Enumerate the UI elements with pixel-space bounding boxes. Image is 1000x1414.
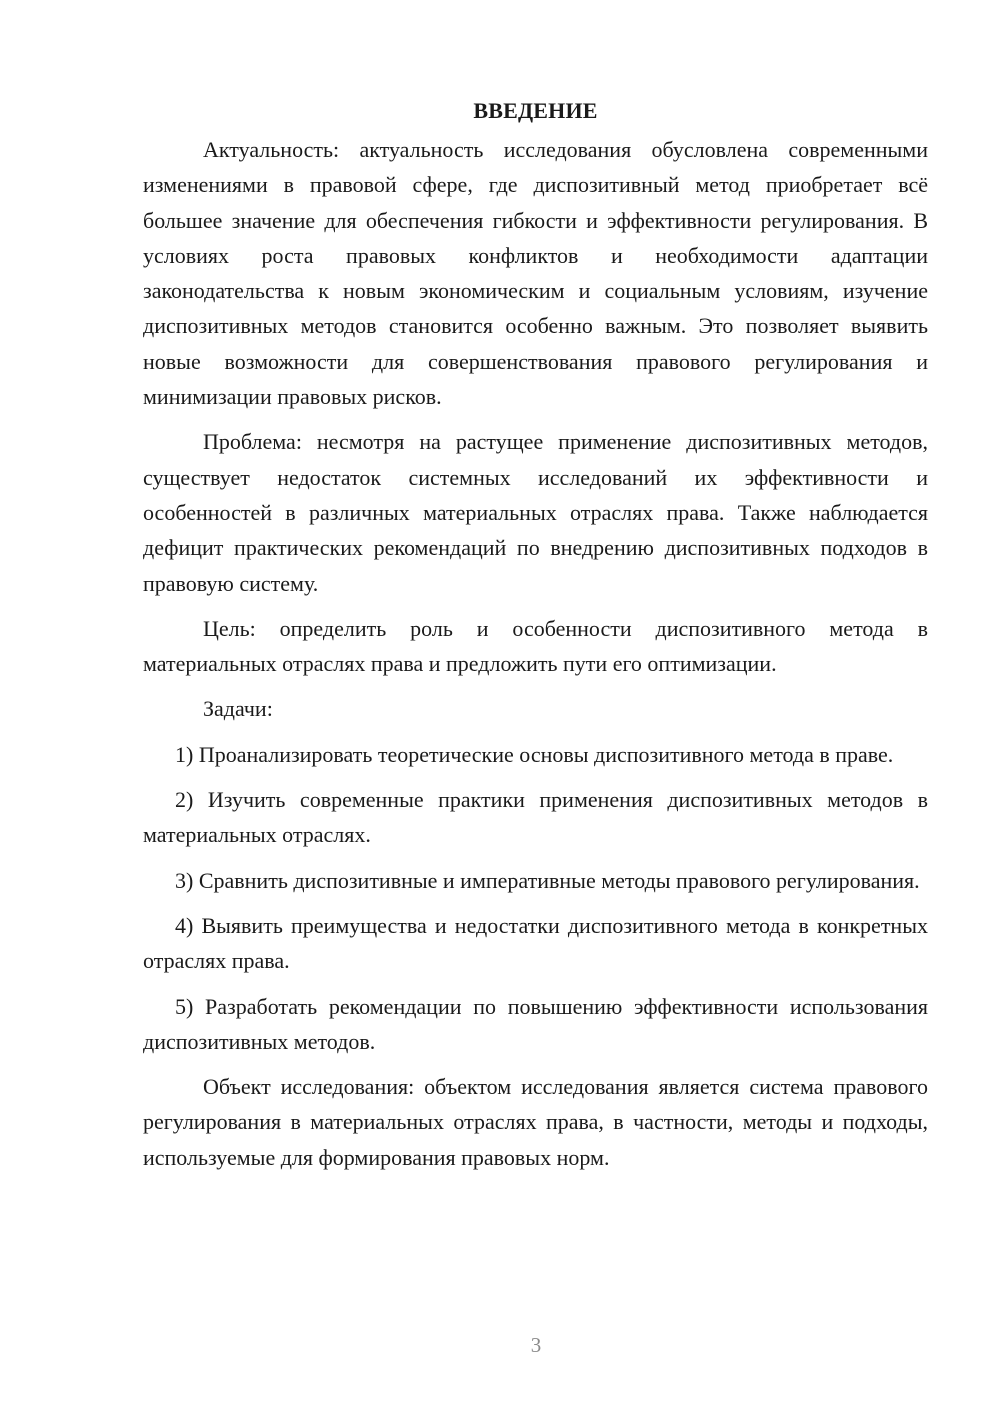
object-paragraph: Объект исследования: объектом исследования является система правового регулирования в материальных отраслях права, в частности, методы и подходы, используемые для формирования правовых норм.	[143, 1074, 928, 1170]
page-number: 3	[530, 1333, 542, 1357]
tasks-label: Задачи:	[203, 696, 273, 722]
task-item-4: 4) Выявить преимущества и недостатки диспозитивного метода в конкретных отраслях права.	[143, 912, 928, 974]
task-item-3: 3) Сравнить диспозитивные и императивные методы правового регулирования.	[175, 867, 920, 893]
task-item-1: 1) Проанализировать теоретические основы диспозитивного метода в праве.	[175, 741, 894, 767]
relevance-paragraph: Актуальность: актуальность исследования обусловлена современными изменениями в правовой сфере, где диспозитивный метод приобретает всё большее значение для обеспечения гибкости и эффективности регулирования. В условиях роста правовых конфликтов и необходимости адаптации законодательства к новым экономическим и социальным условиям, изучение диспозитивных методов становится особенно важным. Это позволяет выявить новые возможности для совершенствования правового регулирования и минимизации правовых рисков.	[143, 137, 928, 410]
goal-paragraph: Цель: определить роль и особенности диспозитивного метода в материальных отраслях права и предложить пути его оптимизации.	[143, 615, 928, 677]
section-heading: ВВЕДЕНИЕ	[473, 98, 598, 123]
problem-paragraph: Проблема: несмотря на растущее применение диспозитивных методов, существует недостаток системных исследований их эффективности и особенностей в различных материальных отраслях права. Также наблюдается дефицит практических рекомендаций по внедрению диспозитивных подходов в правовую систему.	[143, 429, 928, 596]
task-item-2: 2) Изучить современные практики применения диспозитивных методов в материальных отраслях.	[143, 787, 928, 848]
page-content	[143, 96, 928, 1185]
task-item-5: 5) Разработать рекомендации по повышению эффективности использования диспозитивных методов.	[143, 993, 928, 1054]
